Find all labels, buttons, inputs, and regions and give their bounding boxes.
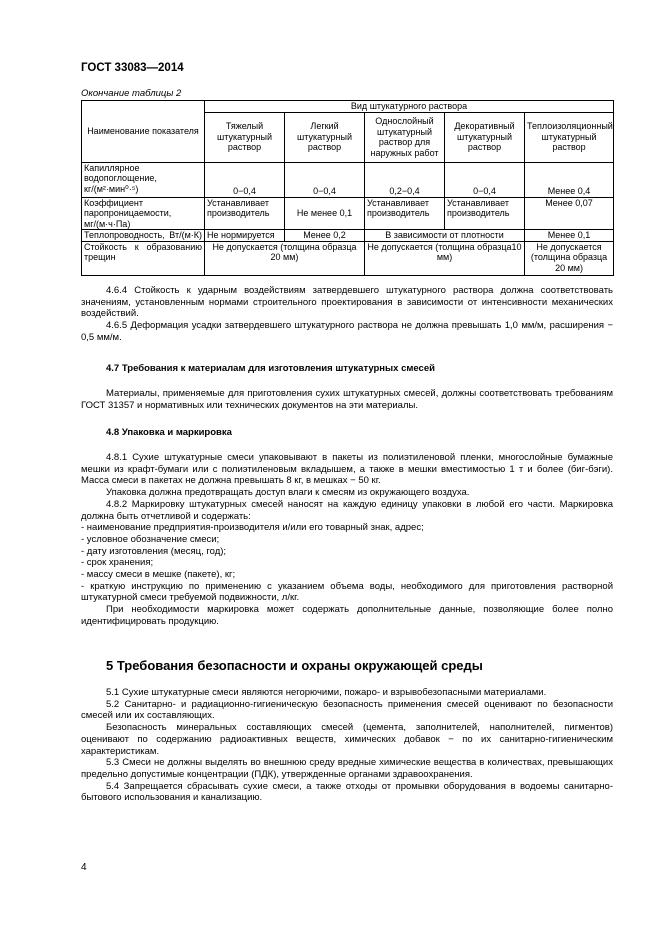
list-item: - массу смеси в мешке (пакете), кг; [81,569,236,581]
paragraph-5-4: 5.4 Запрещается сбрасывать сухие смеси, а также отходы от промывки оборудования в водоемы санитарно-бытового использования и канализацию. [81,780,613,804]
table-cell: Не менее 0,1 [285,197,365,230]
row-label: Капиллярное водопоглощение, кг/(м²·мин⁰·⁵) [82,162,205,197]
heading-4-7: 4.7 Требования к материалам для изготовления штукатурных смесей [106,363,435,374]
table-cell: Устанавливает производитель [445,197,525,230]
properties-table [81,100,614,276]
table-cell: Менее 0,07 [525,197,614,230]
document-header: ГОСТ 33083—2014 [81,62,184,74]
heading-4-8: 4.8 Упаковка и маркировка [106,427,232,438]
table-row [82,162,614,197]
table-cell: 0−0,4 [285,162,365,197]
paragraph-4-6-4: 4.6.4 Стойкость к ударным воздействиям затвердевшего штукатурного раствора должна соответствовать значениям, установленным нормами строительного проектирования в зависимости от интенсивности механических воздействий. [81,285,613,320]
column-header: Легкий штукатурный раствор [285,112,365,162]
paragraph-5-2: 5.2 Санитарно- и радиационно-гигиеническую безопасность применения смесей оценивают по безопасности смесей или их составляющих. [81,698,613,722]
paragraph-4-8-1-packing: Упаковка должна предотвращать доступ влаги к смесям из окружающего воздуха. [106,487,470,499]
list-item: - наименование предприятия-производителя и/или его товарный знак, адрес; [81,522,424,534]
page-number: 4 [81,862,87,873]
paragraph-4-7: Материалы, применяемые для приготовления сухих штукатурных смесей, должны соответствовать требованиям ГОСТ 31357 и нормативных или технических документов на эти материалы. [81,388,613,411]
table-cell: Менее 0,2 [285,230,365,242]
list-item: - дату изготовления (месяц, год); [81,545,227,557]
section-4-7-body [81,388,613,411]
paragraph-5-1: 5.1 Сухие штукатурные смеси являются негорючими, пожаро- и взрывобезопасными материалами. [106,687,547,698]
table-cell: 0−0,4 [205,162,285,197]
row-label: Теплопроводность, Вт/(м·К) [82,230,205,242]
paragraph-4-6-5: 4.6.5 Деформация усадки затвердевшего штукатурного раствора не должна превышать 1,0 мм/м, расширения − 0,5 мм/м. [81,320,613,343]
list-item: - краткую инструкцию по применению с указанием объема воды, необходимого для приготовления растворной штукатурной смеси требуемой подвижности, л/кг. [81,580,613,604]
table-cell: Не нормируется [205,230,285,242]
list-item: - срок хранения; [81,557,154,569]
group-header-cell: Вид штукатурного раствора [205,101,614,113]
row-label: Стойкость к образованию трещин [82,241,205,275]
table-cell: Не допускается (толщина образца 20 мм) [525,241,614,275]
table-cell: Менее 0,4 [525,162,614,197]
table-row [82,230,614,242]
table-cell: В зависимости от плотности [365,230,525,242]
table-cell: 0−0,4 [445,162,525,197]
row-label: Коэффициент паропроницаемости, мг/(м·ч·Па) [82,197,205,230]
paragraph-5-2-minerals: Безопасность минеральных составляющих смесей (цемента, заполнителей, наполнителей, пигментов) оценивают по содержанию радиоактивных веществ, химических добавок − по их санитарно-гигиеническим характеристикам. [81,722,613,757]
column-header: Декоративный штукатурный раствор [445,112,525,162]
table-cell: Устанавливает производитель [365,197,445,230]
table-cell: Не допускается (толщина образца 20 мм) [205,241,365,275]
list-item: - условное обозначение смеси; [81,533,220,545]
table-cell: 0,2−0,4 [365,162,445,197]
table-row [82,241,614,275]
table-caption: Окончание таблицы 2 [81,88,182,99]
table-row [82,197,614,230]
row-header-cell: Наименование показателя [82,101,205,163]
table-cell: Устанавливает производитель [205,197,285,230]
column-header: Тяжелый штукатурный раствор [205,112,285,162]
column-header: Однослойный штукатурный раствор для наружных работ [365,112,445,162]
section-4-6-paragraphs [81,285,613,344]
section-5-heading: 5 Требования безопасности и охраны окружающей среды [106,658,483,673]
column-header: Теплоизоляционный штукатурный раствор [525,112,614,162]
section-5-body [81,687,613,804]
table-cell: Не допускается (толщина образца10 мм) [365,241,525,275]
paragraph-4-8-2: 4.8.2 Маркировку штукатурных смесей наносят на каждую единицу упаковки в любой его части. Маркировка должна быть отчетливой и содержать: [81,498,613,522]
paragraph-4-8-2-extra: При необходимости маркировка может содержать дополнительные данные, позволяющие более полно идентифицировать продукцию. [81,604,613,627]
paragraph-5-3: 5.3 Смеси не должны выделять во внешнюю среду вредные химические вещества в количествах, превышающих предельно допустимые концентрации (ПДК), утвержденные органами здравоохранения. [81,757,613,780]
paragraph-4-8-1: 4.8.1 Сухие штукатурные смеси упаковывают в пакеты из полиэтиленовой пленки, многослойные бумажные мешки из крафт-бумаги или с полиэтиленовым вкладышем, а также в мешки вместимостью 1 т и более (биг-бэги). Масса смеси в пакетах не должна превышать 8 кг, в мешках − 50 кг. [81,452,613,487]
table-cell: Менее 0,1 [525,230,614,242]
section-4-8-body [81,452,613,628]
